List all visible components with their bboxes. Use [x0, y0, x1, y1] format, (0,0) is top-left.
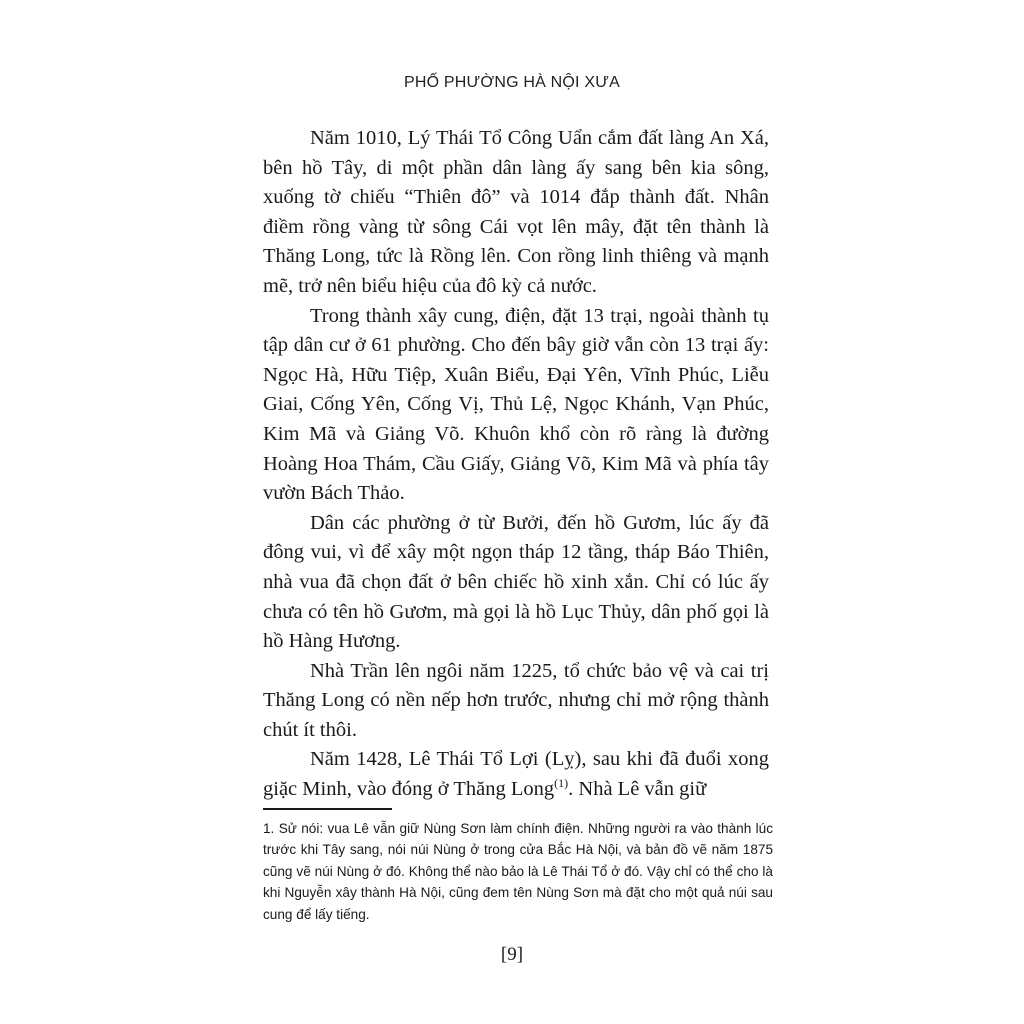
paragraph: Dân các phường ở từ Bưởi, đến hồ Gươm, lúc ấy đã đông vui, vì để xây một ngọn tháp 12 tầng, tháp Báo Thiên, nhà vua đã chọn đất ở bên chiếc hồ xinh xắn. Chỉ có lúc ấy chưa có tên hồ Gươm, mà gọi là hồ Lục Thủy, dân phố gọi là hồ Hàng Hương. — [263, 511, 769, 653]
running-header: PHỐ PHƯỜNG HÀ NỘI XƯA — [404, 74, 620, 91]
paragraph: Nhà Trần lên ngôi năm 1225, tổ chức bảo vệ và cai trị Thăng Long có nền nếp hơn trước, nhưng chỉ mở rộng thành chút ít thôi. — [263, 659, 769, 741]
page-number: [9] — [500, 944, 524, 965]
paragraph-text-continued: . Nhà Lê vẫn giữ — [568, 778, 707, 801]
paragraph-text: Năm 1428, Lê Thái Tổ Lợi (Lỵ), sau khi đã đuổi xong giặc Minh, vào đóng ở Thăng Long — [263, 748, 769, 801]
footnote: 1. Sử nói: vua Lê vẫn giữ Nùng Sơn làm chính điện. Những người ra vào thành lúc trước khi Tây sang, nói núi Nùng ở trong cửa Bắc Hà Nội, và bản đồ vẽ năm 1875 cũng vẽ núi Nùng ở đó. Không thể nào bảo là Lê Thái Tổ ở đó. Vậy chỉ có thể cho là khi Nguyễn xây thành Hà Nội, cũng đem tên Nùng Sơn mà đặt cho một quả núi sau cung để lấy tiếng. — [263, 821, 773, 922]
paragraph: Năm 1010, Lý Thái Tổ Công Uẩn cắm đất làng An Xá, bên hồ Tây, di một phần dân làng ấy sang bên kia sông, xuống tờ chiếu “Thiên đô” và 1014 đắp thành đất. Nhân điềm rồng vàng từ sông Cái vọt lên mây, đặt tên thành là Thăng Long, tức là Rồng lên. Con rồng linh thiêng và mạnh mẽ, trở nên biểu hiệu của đô kỳ cả nước. — [263, 127, 769, 297]
paragraph — [263, 745, 769, 804]
footnote-divider — [263, 808, 392, 810]
footnote-marker: (1) — [554, 776, 569, 791]
main-text — [263, 124, 769, 805]
paragraph: Trong thành xây cung, điện, đặt 13 trại, ngoài thành tụ tập dân cư ở 61 phường. Cho đến bây giờ vẫn còn 13 trại ấy: Ngọc Hà, Hữu Tiệp, Xuân Biểu, Đại Yên, Vĩnh Phúc, Liễu Giai, Cống Yên, Cống Vị, Thủ Lệ, Ngọc Khánh, Vạn Phúc, Kim Mã và Giảng Võ. Khuôn khổ còn rõ ràng là đường Hoàng Hoa Thám, Cầu Giấy, Giảng Võ, Kim Mã và phía tây vườn Bách Thảo. — [263, 304, 769, 505]
